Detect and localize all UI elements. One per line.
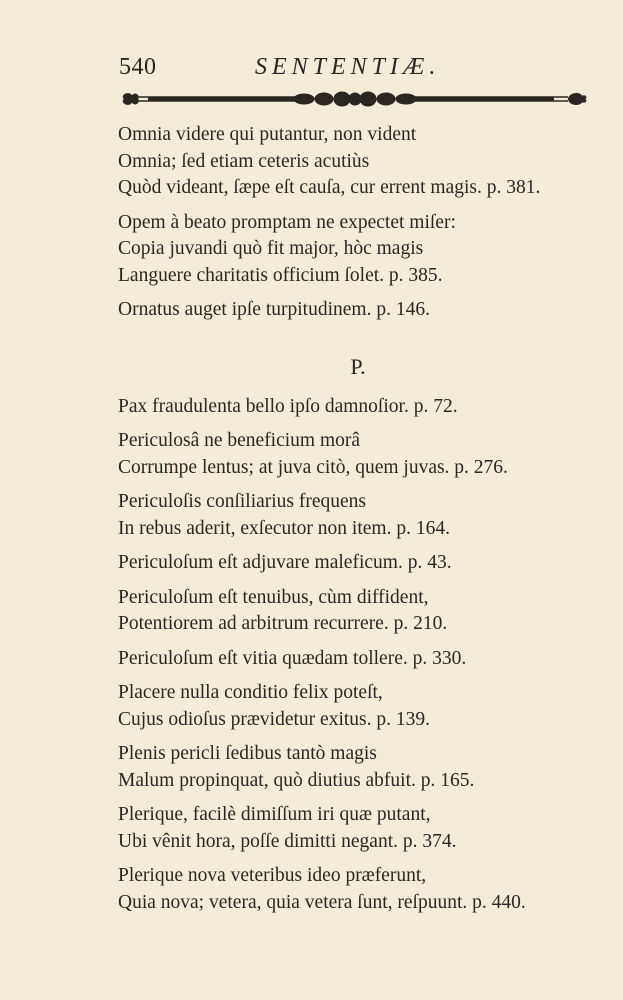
entry-line: Plerique nova veteribus ideo præferunt, <box>118 865 427 886</box>
entry-line: Cujus odioſus prævidetur exitus. p. 139. <box>118 708 430 730</box>
entry-line: Periculoſum eſt tenuibus, cùm diffident, <box>118 586 429 608</box>
entry <box>118 802 598 855</box>
entry-line: Ornatus auget ipſe turpitudinem. p. 146. <box>118 299 430 320</box>
running-head: SENTENTIÆ. <box>255 54 441 80</box>
entry-line: Copia juvandi quò fit major, hòc magis <box>118 238 424 259</box>
entry-line: Periculoſis conſiliarius frequens <box>118 491 367 512</box>
entry-line: Plenis pericli ſedibus tantò magis <box>118 743 377 764</box>
entry-line: Plerique, facilè dimiſſum iri quæ putant, <box>118 804 431 825</box>
entry-line: Periculoſum eſt adjuvare maleficum. p. 43. <box>118 552 452 573</box>
entry-line: Malum propinquat, quò diutius abfuit. p. 165. <box>118 769 475 791</box>
entry-line: Omnia videre qui putantur, non vident <box>118 124 417 145</box>
entry-line: Potentiorem ad arbitrum recurrere. p. 210. <box>118 613 448 634</box>
entry-line: Omnia; ſed etiam ceteris acutiùs <box>118 150 370 172</box>
section-letter: P. <box>350 353 366 379</box>
entry <box>118 297 598 324</box>
entry <box>118 680 598 733</box>
entry <box>118 489 598 542</box>
entry-line: Quia nova; vetera, quia vetera ſunt, reſpuunt. p. 440. <box>118 891 526 913</box>
index-entries <box>118 122 598 924</box>
entry-line: Pax fraudulenta bello ipſo damnoſior. p. 72. <box>118 395 458 417</box>
entry <box>118 646 598 673</box>
entry-line: Opem à beato promptam ne expectet miſer: <box>118 211 456 233</box>
entry-line: Quòd videant, ſæpe eſt cauſa, cur errent magis. p. 381. <box>118 177 541 198</box>
entry <box>118 210 598 290</box>
entry-line: Ubi vênit hora, poſſe dimitti negant. p. 374. <box>118 830 457 852</box>
entry-line: Languere charitatis officium ſolet. p. 385. <box>118 264 443 286</box>
entry <box>118 863 598 916</box>
entry <box>118 741 598 794</box>
page-number: 540 <box>119 54 157 80</box>
entry <box>118 394 598 421</box>
page-header <box>0 50 623 90</box>
entry-line: Periculoſum eſt vitia quædam tollere. p. 330. <box>118 647 467 669</box>
entry <box>118 585 598 638</box>
entry-line: Periculosâ ne beneficium morâ <box>118 430 361 451</box>
entry-line: Corrumpe lentus; at juva citò, quem juvas. p. 276. <box>118 456 508 478</box>
entry <box>118 550 598 577</box>
entry-line: Placere nulla conditio felix poteſt, <box>118 682 383 703</box>
entry <box>118 122 598 202</box>
entry <box>118 428 598 481</box>
entry-line: In rebus aderit, exſecutor non item. p. 164. <box>118 517 450 539</box>
decorative-rule-icon <box>118 86 588 112</box>
